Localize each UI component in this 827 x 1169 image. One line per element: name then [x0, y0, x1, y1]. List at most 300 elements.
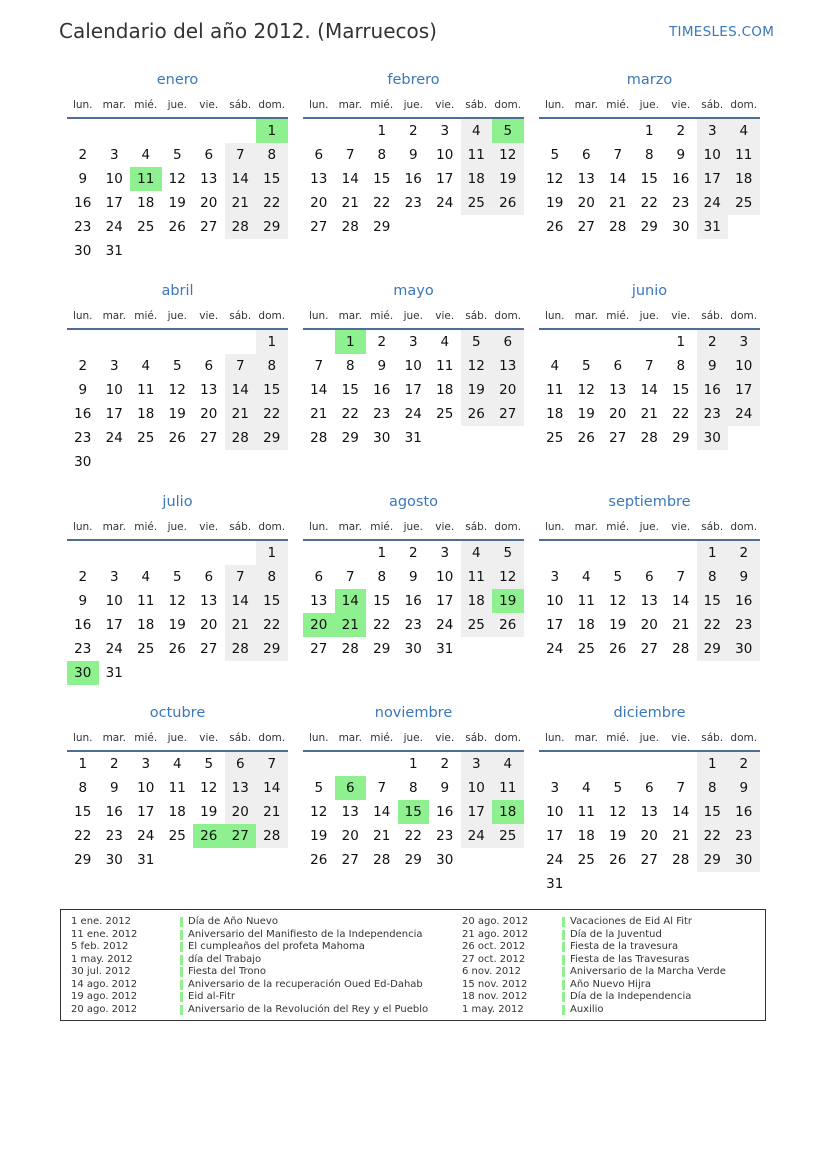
weekday-header: lun. [308, 99, 329, 111]
weekday-header: mié. [606, 732, 630, 744]
day-cell: 3 [408, 334, 418, 350]
weekday-header: mar. [574, 732, 598, 744]
weekday-header: dom. [730, 521, 758, 533]
weekday-header: lun. [544, 99, 565, 111]
day-cell: 22 [74, 828, 92, 844]
legend-date: 18 nov. 2012 [462, 991, 528, 1002]
day-cell: 10 [105, 171, 123, 187]
day-cell: 22 [256, 402, 288, 426]
weekday-header: mié. [134, 521, 158, 533]
day-cell: 21 [256, 800, 288, 824]
day-cell: 6 [314, 147, 324, 163]
day-cell: 13 [310, 593, 328, 609]
day-cell: 4 [141, 569, 151, 585]
weekday-header: sáb. [229, 521, 252, 533]
day-cell: 9 [109, 780, 119, 796]
weekday-header: vie. [671, 99, 691, 111]
day-cell: 26 [461, 402, 493, 426]
legend-holiday-name: Día de la Independencia [570, 991, 692, 1002]
day-cell: 21 [225, 613, 257, 637]
weekday-header: mié. [370, 99, 394, 111]
day-cell: 28 [341, 641, 359, 657]
legend-holiday-name: Aniversario de la recuperación Oued Ed-Dahab [188, 978, 423, 990]
legend-date: 11 ene. 2012 [71, 928, 138, 940]
day-cell: 8 [697, 565, 729, 589]
day-cell: 4 [581, 569, 591, 585]
day-cell: 29 [373, 219, 391, 235]
day-cell: 27 [640, 852, 658, 868]
weekday-header: dom. [494, 521, 522, 533]
day-cell: 15 [672, 382, 690, 398]
day-cell: 29 [341, 430, 359, 446]
day-cell: 12 [492, 143, 524, 167]
day-cell: 19 [168, 195, 186, 211]
day-cell: 4 [550, 358, 560, 374]
day-cell: 9 [78, 382, 88, 398]
holiday-day-cell: 27 [225, 824, 257, 848]
weekday-header: mié. [370, 310, 394, 322]
day-cell: 7 [644, 358, 654, 374]
month-agosto [303, 494, 524, 694]
day-cell: 20 [577, 195, 595, 211]
weekday-header: mié. [606, 521, 630, 533]
day-cell: 21 [225, 402, 257, 426]
weekday-header: mar. [338, 732, 362, 744]
month-abril [67, 283, 288, 483]
day-cell: 4 [440, 334, 450, 350]
weekday-header: sáb. [701, 310, 724, 322]
day-cell: 19 [609, 828, 627, 844]
day-cell: 11 [168, 780, 186, 796]
day-cell: 10 [436, 147, 454, 163]
day-cell: 7 [377, 780, 387, 796]
day-cell: 3 [461, 752, 493, 776]
day-cell: 12 [461, 354, 493, 378]
day-cell: 2 [440, 756, 450, 772]
day-cell: 3 [109, 569, 119, 585]
day-cell: 11 [461, 143, 493, 167]
holiday-color-marker [562, 1005, 565, 1015]
legend-holiday-name: Eid al-Fitr [188, 991, 235, 1002]
weekday-header: lun. [544, 310, 565, 322]
weekday-header: vie. [199, 310, 219, 322]
day-cell: 14 [373, 804, 391, 820]
day-cell: 18 [137, 617, 155, 633]
day-cell: 10 [105, 593, 123, 609]
day-cell: 2 [676, 123, 686, 139]
day-cell: 13 [577, 171, 595, 187]
legend-holiday-name: El cumpleaños del profeta Mahoma [188, 941, 365, 952]
legend-date: 1 ene. 2012 [71, 916, 131, 927]
day-cell: 27 [310, 219, 328, 235]
day-cell: 30 [728, 637, 760, 661]
weekday-header: mar. [338, 99, 362, 111]
legend-holiday-name: Día de Año Nuevo [188, 916, 278, 927]
month-enero [67, 72, 288, 272]
weekday-header: sáb. [229, 99, 252, 111]
day-cell: 11 [461, 565, 493, 589]
weekday-header: jue. [167, 310, 187, 322]
day-cell: 1 [256, 541, 288, 565]
day-cell: 20 [225, 800, 257, 824]
day-cell: 29 [373, 641, 391, 657]
day-cell: 4 [461, 541, 493, 565]
month-junio [539, 283, 760, 483]
day-cell: 12 [546, 171, 564, 187]
legend-holiday-name: Año Nuevo Hijra [570, 978, 651, 990]
holiday-day-cell: 5 [492, 119, 524, 143]
day-cell: 7 [225, 143, 257, 167]
day-cell: 5 [172, 569, 182, 585]
weekday-header: mié. [606, 99, 630, 111]
day-cell: 6 [204, 358, 214, 374]
day-cell: 29 [672, 430, 690, 446]
day-cell: 17 [105, 406, 123, 422]
holiday-color-marker [180, 917, 183, 927]
day-cell: 7 [345, 147, 355, 163]
day-cell: 27 [640, 641, 658, 657]
day-cell: 21 [609, 195, 627, 211]
day-cell: 5 [492, 541, 524, 565]
day-cell: 27 [200, 641, 218, 657]
holiday-day-cell: 18 [492, 800, 524, 824]
day-cell: 29 [697, 637, 729, 661]
weekday-header: jue. [639, 521, 659, 533]
day-cell: 27 [341, 852, 359, 868]
day-cell: 22 [256, 191, 288, 215]
weekday-header: jue. [639, 99, 659, 111]
day-cell: 31 [436, 641, 454, 657]
day-cell: 9 [697, 354, 729, 378]
day-cell: 5 [314, 780, 324, 796]
month-noviembre [303, 705, 524, 905]
day-cell: 28 [609, 219, 627, 235]
day-cell: 8 [377, 569, 387, 585]
legend-holiday-name: Auxilio [570, 1003, 604, 1015]
day-cell: 13 [640, 593, 658, 609]
day-cell: 1 [78, 756, 88, 772]
day-cell: 16 [74, 195, 92, 211]
month-julio [67, 494, 288, 694]
legend-date: 21 ago. 2012 [462, 928, 529, 940]
legend-holiday-name: Fiesta de las Travesuras [570, 953, 690, 965]
holiday-color-marker [180, 942, 183, 952]
day-cell: 28 [672, 852, 690, 868]
day-cell: 18 [137, 406, 155, 422]
day-cell: 29 [697, 848, 729, 872]
day-cell: 29 [256, 637, 288, 661]
legend-date: 27 oct. 2012 [462, 953, 526, 965]
legend-date: 20 ago. 2012 [462, 916, 529, 927]
day-cell: 4 [141, 358, 151, 374]
day-cell: 27 [200, 219, 218, 235]
day-cell: 1 [408, 756, 418, 772]
day-cell: 29 [256, 215, 288, 239]
day-cell: 18 [436, 382, 454, 398]
day-cell: 28 [373, 852, 391, 868]
day-cell: 15 [341, 382, 359, 398]
day-cell: 12 [168, 382, 186, 398]
day-cell: 27 [310, 641, 328, 657]
day-cell: 27 [492, 402, 524, 426]
day-cell: 17 [105, 195, 123, 211]
day-cell: 23 [697, 402, 729, 426]
day-cell: 14 [672, 593, 690, 609]
day-cell: 13 [492, 354, 524, 378]
day-cell: 14 [225, 167, 257, 191]
day-cell: 16 [697, 378, 729, 402]
day-cell: 26 [577, 430, 595, 446]
day-cell: 9 [408, 569, 418, 585]
day-cell: 22 [672, 406, 690, 422]
day-cell: 8 [697, 776, 729, 800]
legend-holiday-name: Día de la Juventud [570, 928, 662, 940]
day-cell: 26 [492, 613, 524, 637]
weekday-header: vie. [435, 310, 455, 322]
day-cell: 14 [225, 589, 257, 613]
month-name: agosto [388, 494, 439, 510]
weekday-header: lun. [308, 521, 329, 533]
day-cell: 23 [728, 824, 760, 848]
day-cell: 24 [728, 402, 760, 426]
day-cell: 16 [436, 804, 454, 820]
weekday-header: jue. [167, 521, 187, 533]
day-cell: 9 [440, 780, 450, 796]
day-cell: 18 [168, 804, 186, 820]
day-cell: 8 [256, 565, 288, 589]
day-cell: 19 [546, 195, 564, 211]
day-cell: 9 [377, 358, 387, 374]
weekday-header: mar. [574, 310, 598, 322]
day-cell: 2 [78, 358, 88, 374]
day-cell: 28 [225, 426, 257, 450]
day-cell: 30 [436, 852, 454, 868]
weekday-header: sáb. [465, 732, 488, 744]
weekday-header: sáb. [701, 521, 724, 533]
day-cell: 19 [168, 617, 186, 633]
holiday-color-marker [180, 992, 183, 1002]
day-cell: 18 [137, 195, 155, 211]
day-cell: 24 [105, 430, 123, 446]
day-cell: 26 [168, 641, 186, 657]
day-cell: 23 [404, 195, 422, 211]
weekday-header: mar. [574, 99, 598, 111]
holiday-color-marker [562, 930, 565, 940]
day-cell: 11 [546, 382, 564, 398]
day-cell: 31 [105, 243, 123, 259]
weekday-header: dom. [730, 732, 758, 744]
day-cell: 2 [78, 569, 88, 585]
month-name: junio [631, 283, 668, 299]
day-cell: 3 [141, 756, 151, 772]
legend-holiday-name: Vacaciones de Eid Al Fitr [570, 916, 693, 927]
month-name: abril [161, 283, 194, 299]
weekday-header: dom. [730, 99, 758, 111]
weekday-header: lun. [308, 732, 329, 744]
day-cell: 13 [225, 776, 257, 800]
day-cell: 16 [404, 171, 422, 187]
day-cell: 30 [74, 454, 92, 470]
weekday-header: mar. [574, 521, 598, 533]
month-octubre [67, 705, 288, 905]
weekday-header: dom. [494, 310, 522, 322]
day-cell: 22 [697, 824, 729, 848]
header-rule [67, 539, 288, 541]
day-cell: 17 [137, 804, 155, 820]
day-cell: 14 [310, 382, 328, 398]
day-cell: 15 [74, 804, 92, 820]
day-cell: 1 [644, 123, 654, 139]
weekday-header: vie. [435, 732, 455, 744]
day-cell: 6 [314, 569, 324, 585]
day-cell: 4 [461, 119, 493, 143]
day-cell: 10 [546, 593, 564, 609]
month-name: marzo [626, 72, 673, 88]
day-cell: 2 [697, 330, 729, 354]
weekday-header: lun. [72, 521, 93, 533]
day-cell: 7 [256, 752, 288, 776]
weekday-header: mié. [134, 310, 158, 322]
day-cell: 17 [461, 800, 493, 824]
day-cell: 17 [404, 382, 422, 398]
day-cell: 11 [577, 804, 595, 820]
day-cell: 12 [168, 171, 186, 187]
day-cell: 23 [105, 828, 123, 844]
day-cell: 30 [672, 219, 690, 235]
day-cell: 31 [546, 876, 564, 892]
day-cell: 28 [310, 430, 328, 446]
weekday-header: sáb. [229, 732, 252, 744]
weekday-header: vie. [671, 310, 691, 322]
day-cell: 21 [640, 406, 658, 422]
weekday-header: jue. [167, 99, 187, 111]
weekday-header: mié. [606, 310, 630, 322]
day-cell: 17 [697, 167, 729, 191]
weekday-header: mar. [102, 732, 126, 744]
day-cell: 6 [644, 569, 654, 585]
holiday-color-marker [180, 955, 183, 965]
day-cell: 14 [609, 171, 627, 187]
day-cell: 3 [550, 780, 560, 796]
day-cell: 8 [408, 780, 418, 796]
day-cell: 10 [436, 569, 454, 585]
day-cell: 9 [408, 147, 418, 163]
weekday-header: dom. [730, 310, 758, 322]
day-cell: 12 [577, 382, 595, 398]
day-cell: 27 [609, 430, 627, 446]
day-cell: 13 [640, 804, 658, 820]
day-cell: 28 [256, 824, 288, 848]
day-cell: 10 [728, 354, 760, 378]
holiday-color-marker [180, 980, 183, 990]
holiday-day-cell: 26 [193, 824, 225, 848]
day-cell: 3 [697, 119, 729, 143]
day-cell: 15 [640, 171, 658, 187]
day-cell: 13 [200, 171, 218, 187]
site-brand-link[interactable]: TIMESLES.COM [669, 24, 775, 40]
day-cell: 24 [436, 195, 454, 211]
day-cell: 31 [137, 852, 155, 868]
day-cell: 20 [200, 195, 218, 211]
day-cell: 27 [577, 219, 595, 235]
day-cell: 15 [373, 171, 391, 187]
day-cell: 14 [640, 382, 658, 398]
day-cell: 19 [310, 828, 328, 844]
day-cell: 22 [697, 613, 729, 637]
day-cell: 7 [314, 358, 324, 374]
day-cell: 25 [168, 828, 186, 844]
holiday-color-marker [562, 992, 565, 1002]
day-cell: 15 [373, 593, 391, 609]
holiday-color-marker [562, 955, 565, 965]
day-cell: 8 [345, 358, 355, 374]
day-cell: 28 [225, 637, 257, 661]
day-cell: 30 [74, 243, 92, 259]
day-cell: 5 [550, 147, 560, 163]
day-cell: 29 [404, 852, 422, 868]
holiday-day-cell: 14 [335, 589, 367, 613]
day-cell: 19 [492, 167, 524, 191]
month-septiembre [539, 494, 760, 694]
day-cell: 28 [341, 219, 359, 235]
day-cell: 20 [200, 617, 218, 633]
weekday-header: vie. [435, 99, 455, 111]
legend-holiday-name: Fiesta de la travesura [570, 941, 679, 952]
weekday-header: sáb. [229, 310, 252, 322]
legend-holiday-name: Aniversario del Manifiesto de la Independencia [188, 928, 423, 940]
weekday-header: sáb. [465, 310, 488, 322]
day-cell: 23 [373, 406, 391, 422]
holiday-day-cell: 20 [303, 613, 335, 637]
day-cell: 2 [377, 334, 387, 350]
day-cell: 24 [436, 617, 454, 633]
day-cell: 2 [728, 752, 760, 776]
weekday-header: lun. [72, 732, 93, 744]
header-rule [67, 328, 288, 330]
day-cell: 21 [672, 617, 690, 633]
day-cell: 8 [676, 358, 686, 374]
holiday-day-cell: 15 [398, 800, 430, 824]
day-cell: 12 [609, 804, 627, 820]
day-cell: 14 [672, 804, 690, 820]
weekday-header: jue. [403, 732, 423, 744]
day-cell: 5 [172, 147, 182, 163]
day-cell: 10 [404, 358, 422, 374]
day-cell: 16 [74, 406, 92, 422]
weekday-header: dom. [258, 99, 286, 111]
weekday-header: lun. [72, 310, 93, 322]
day-cell: 2 [109, 756, 119, 772]
day-cell: 3 [109, 147, 119, 163]
day-cell: 15 [256, 378, 288, 402]
day-cell: 2 [728, 541, 760, 565]
day-cell: 12 [609, 593, 627, 609]
day-cell: 7 [676, 569, 686, 585]
day-cell: 3 [109, 358, 119, 374]
day-cell: 9 [728, 565, 760, 589]
weekday-header: vie. [199, 99, 219, 111]
weekday-header: mar. [102, 99, 126, 111]
day-cell: 28 [640, 430, 658, 446]
day-cell: 16 [373, 382, 391, 398]
day-cell: 16 [105, 804, 123, 820]
day-cell: 5 [613, 569, 623, 585]
day-cell: 11 [492, 776, 524, 800]
day-cell: 30 [105, 852, 123, 868]
day-cell: 19 [168, 406, 186, 422]
day-cell: 18 [577, 828, 595, 844]
day-cell: 23 [404, 617, 422, 633]
